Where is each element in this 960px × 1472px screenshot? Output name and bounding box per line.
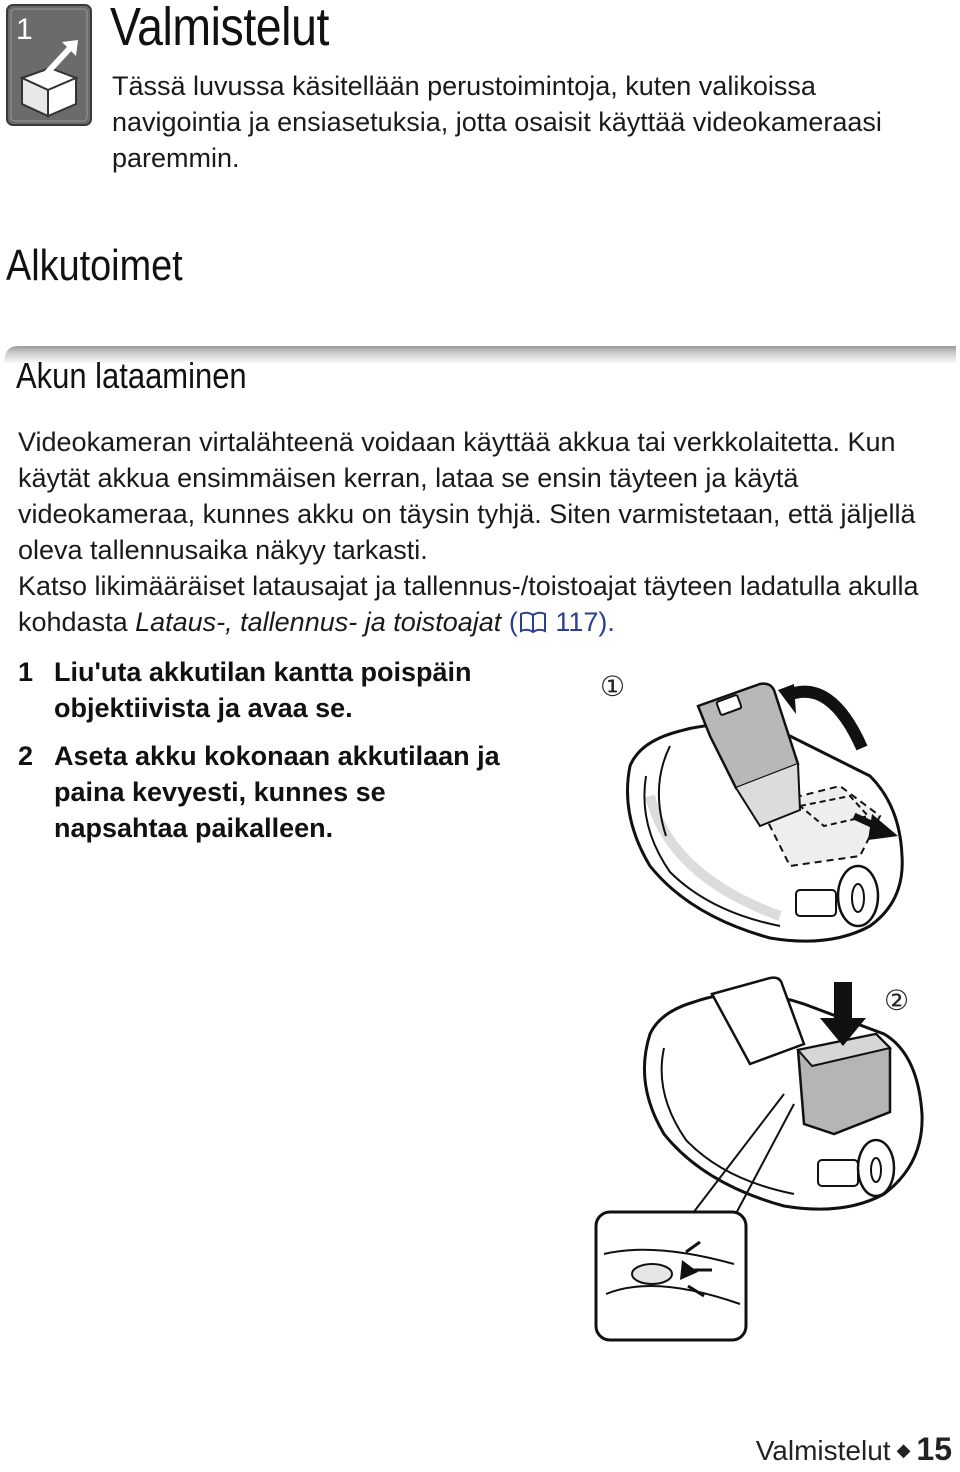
subsection-title: Akun lataaminen bbox=[16, 355, 247, 396]
page-footer bbox=[756, 1432, 952, 1468]
page-reference-link[interactable]: 117 bbox=[547, 607, 599, 637]
step-line: objektiivista ja avaa se. bbox=[54, 693, 353, 723]
chapter-title: Valmistelut bbox=[110, 0, 329, 57]
step-line: Liu'uta akkutilan kantta poispäin bbox=[54, 657, 472, 687]
footer-chapter-name: Valmistelut bbox=[755, 1435, 891, 1466]
step-number: 2 bbox=[18, 741, 34, 771]
para2-open: ( bbox=[501, 607, 518, 637]
chapter-badge bbox=[6, 4, 92, 126]
body-paragraph-2 bbox=[18, 568, 948, 640]
body-paragraph-1: Videokameran virtalähteenä voidaan käyttää akkua tai verkkolaitetta. Kun käytät akkua ensimmäisen kerran, lataa se ensin täyteen ja käytä videokameraa, kunnes akku on täysin tyhjä. Siten varmistetaan, että jäljellä oleva tallennusaika näkyy tarkasti. bbox=[18, 427, 916, 565]
book-icon bbox=[518, 610, 548, 634]
camera-insert-battery-illustration bbox=[594, 974, 940, 1346]
body-text bbox=[18, 424, 948, 640]
chapter-number: 1 bbox=[16, 13, 33, 46]
para2-close: ). bbox=[598, 607, 615, 637]
diamond-icon: ◆ bbox=[896, 1440, 911, 1460]
step-line: napsahtaa paikalleen. bbox=[54, 813, 334, 843]
figure-label-1: ① bbox=[600, 670, 626, 703]
step-line: paina kevyesti, kunnes se bbox=[54, 777, 386, 807]
cross-reference-title: Lataus-, tallennus- ja toistoajat bbox=[135, 607, 502, 637]
page-number: 15 bbox=[916, 1431, 952, 1467]
para2-prefix: Katso likimääräiset latausajat ja tallennus-/toistoajat täyteen ladatulla akulla kohdasta bbox=[18, 571, 919, 637]
chapter-intro: Tässä luvussa käsitellään perustoimintoja, kuten valikoissa navigointia ja ensiasetuksia, jotta osaisit käyttää videokameraasi paremmin. bbox=[112, 71, 882, 173]
figure-label-2: ② bbox=[884, 984, 910, 1017]
step-line: Aseta akku kokonaan akkutilaan ja bbox=[54, 741, 500, 771]
step-number: 1 bbox=[18, 657, 34, 687]
section-title: Alkutoimet bbox=[6, 241, 183, 290]
camera-open-cover-illustration bbox=[610, 676, 920, 948]
